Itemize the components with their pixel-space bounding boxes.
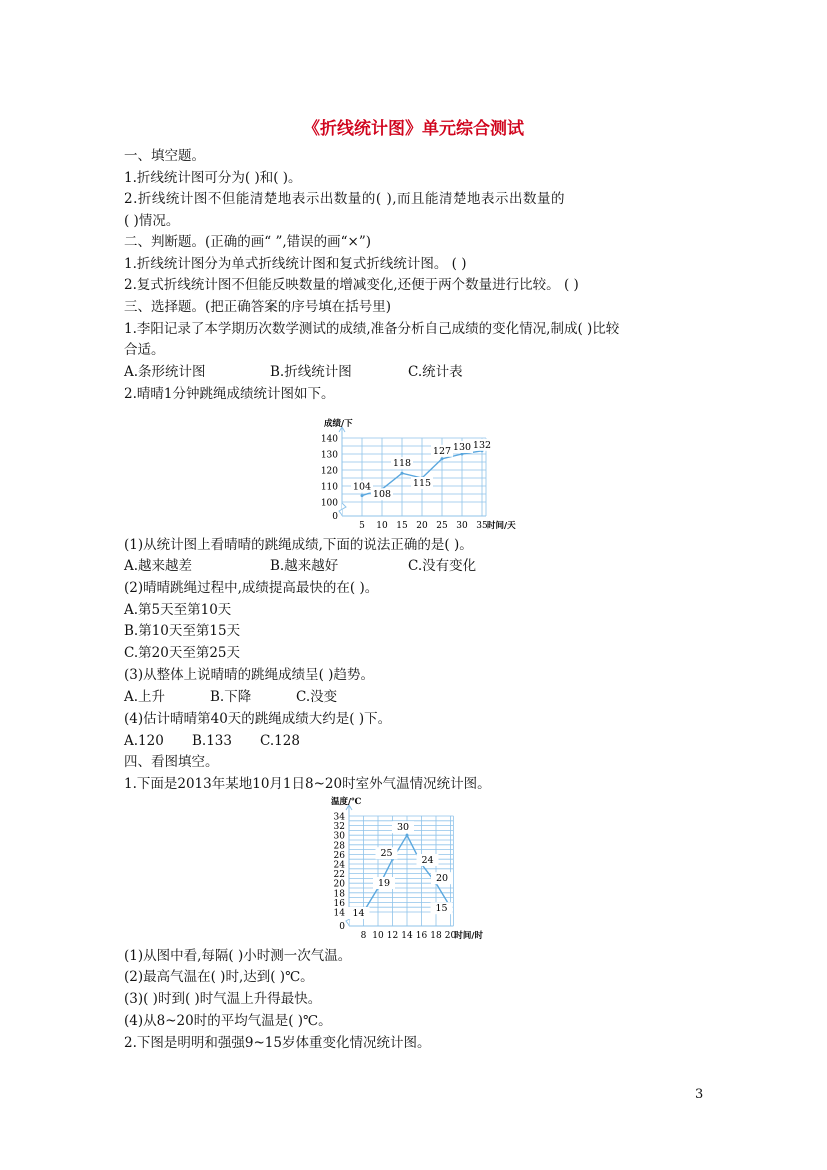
data-label: 115 — [412, 478, 432, 489]
x-tick-label: 20 — [416, 521, 428, 530]
y-tick-label: 0 — [339, 922, 345, 932]
question-text: (1)从图中看,每隔( )小时测一次气温。 — [124, 948, 352, 964]
data-label: 15 — [435, 903, 448, 915]
y-tick-label: 0 — [332, 512, 338, 522]
question-text: (1)从统计图上看晴晴的跳绳成绩,下面的说法正确的是( )。 — [124, 537, 473, 553]
data-label: 108 — [372, 489, 392, 501]
x-tick-label: 8 — [360, 931, 367, 941]
x-tick-label: 16 — [415, 931, 428, 941]
question-text: (4)从8~20时的平均气温是( )℃。 — [124, 1013, 332, 1029]
x-tick-label: 25 — [436, 521, 448, 530]
question-text: 2.下图是明明和强强9~15岁体重变化情况统计图。 — [124, 1035, 431, 1051]
option: B.下降 — [210, 689, 252, 705]
page-title: 《折线统计图》单元综合测试 — [303, 119, 524, 139]
data-label: 104 — [352, 481, 372, 493]
x-tick-label: 10 — [372, 931, 384, 941]
option: C.128 — [260, 733, 300, 749]
jump-rope-line-chart — [310, 405, 520, 534]
y-axis-title: 温度/℃ — [331, 797, 362, 807]
question-text: 2.折线统计图不但能清楚地表示出数量的( ),而且能清楚地表示出数量的 — [124, 191, 565, 207]
x-tick-label: 18 — [430, 931, 442, 941]
option: C.没变 — [296, 689, 338, 705]
y-tick-label: 14 — [333, 908, 345, 919]
data-point — [406, 834, 409, 837]
y-tick-label: 22 — [333, 870, 345, 881]
question-text: 2.晴晴1分钟跳绳成绩统计图如下。 — [124, 386, 335, 402]
option-row — [124, 557, 476, 575]
x-tick-label: 10 — [376, 521, 388, 530]
y-tick-label: 20 — [333, 879, 345, 890]
option: C.统计表 — [408, 364, 463, 380]
option-row — [124, 732, 300, 750]
x-tick-label: 15 — [396, 521, 408, 530]
y-tick-label: 26 — [333, 850, 345, 861]
x-tick-label: 5 — [359, 521, 365, 530]
question-text: 1.折线统计图分为单式折线统计图和复式折线统计图。 ( ) — [124, 256, 467, 272]
y-tick-label: 18 — [333, 889, 345, 900]
question-text: 1.李阳记录了本学期历次数学测试的成绩,准备分析自己成绩的变化情况,制成( )比较 — [124, 321, 620, 337]
x-tick-label: 20 — [444, 931, 457, 941]
option: C.第20天至第25天 — [124, 645, 240, 661]
option: A.120 — [124, 733, 164, 749]
data-label: 25 — [380, 848, 393, 860]
section-judge-heading: 二、判断题。(正确的画“ ”,错误的画“×”) — [124, 234, 372, 250]
data-label: 14 — [352, 908, 365, 919]
option: B.133 — [192, 733, 232, 749]
y-tick-label: 28 — [333, 841, 345, 852]
y-tick-label: 120 — [320, 466, 338, 477]
data-label: 130 — [452, 442, 472, 453]
x-tick-label: 14 — [401, 931, 413, 941]
option: A.越来越差 — [124, 558, 193, 574]
question-text: (2)最高气温在( )时,达到( )℃。 — [124, 969, 314, 985]
data-label: 30 — [396, 822, 410, 834]
y-tick-label: 34 — [333, 812, 345, 823]
data-label: 20 — [435, 873, 449, 885]
y-axis-title: 成绩/下 — [324, 419, 353, 429]
option-row — [124, 363, 463, 381]
option: A.条形统计图 — [124, 364, 206, 380]
question-text: (3)从整体上说晴晴的跳绳成绩呈( )趋势。 — [124, 667, 374, 683]
question-text: (4)估计晴晴第40天的跳绳成绩大约是( )下。 — [124, 711, 392, 727]
option: B.折线统计图 — [270, 364, 352, 380]
data-label: 19 — [377, 878, 391, 889]
data-point — [361, 494, 364, 497]
y-tick-label: 24 — [333, 860, 345, 871]
x-tick-label: 12 — [386, 931, 399, 941]
data-label: 118 — [392, 458, 412, 470]
question-text: (3)( )时到( )时气温上升得最快。 — [124, 991, 322, 1007]
temperature-line-chart — [318, 794, 518, 950]
x-axis-title: 时间/时 — [454, 931, 484, 941]
section-choice-heading: 三、选择题。(把正确答案的序号填在括号里) — [124, 299, 392, 315]
option: B.越来越好 — [270, 558, 339, 574]
x-tick-label: 35 — [476, 521, 488, 530]
y-tick-label: 130 — [320, 450, 338, 461]
y-tick-label: 30 — [333, 831, 345, 842]
section-fill-blank-heading: 一、填空题。 — [124, 148, 205, 164]
question-text: ( )情况。 — [124, 213, 180, 229]
y-tick-label: 140 — [320, 434, 338, 445]
option: C.没有变化 — [408, 558, 477, 574]
y-tick-label: 32 — [333, 822, 345, 833]
question-text: 1.折线统计图可分为( )和( )。 — [124, 170, 302, 186]
x-tick-label: 30 — [456, 521, 468, 530]
y-tick-label: 100 — [320, 498, 338, 509]
question-text: 合适。 — [124, 342, 165, 358]
data-point — [401, 472, 404, 475]
section-read-chart-heading: 四、看图填空。 — [124, 754, 219, 770]
y-tick-label: 16 — [333, 898, 345, 909]
data-point — [441, 457, 444, 460]
option: A.上升 — [124, 689, 166, 705]
option: B.第10天至第15天 — [124, 623, 241, 639]
question-text: 2.复式折线统计图不但能反映数量的增减变化,还便于两个数量进行比较。 ( ) — [124, 277, 579, 293]
y-tick-label: 110 — [320, 482, 338, 493]
question-text: (2)晴晴跳绳过程中,成绩提高最快的在( )。 — [124, 580, 379, 596]
x-axis-title: 时间/天 — [487, 521, 516, 530]
option-row — [124, 688, 337, 706]
option: A.第5天至第10天 — [124, 602, 232, 618]
data-label: 132 — [472, 439, 492, 451]
page-number: 3 — [695, 1087, 704, 1102]
question-text: 1.下面是2013年某地10月1日8~20时室外气温情况统计图。 — [124, 776, 491, 792]
data-label: 127 — [432, 445, 452, 457]
data-label: 24 — [421, 855, 434, 866]
